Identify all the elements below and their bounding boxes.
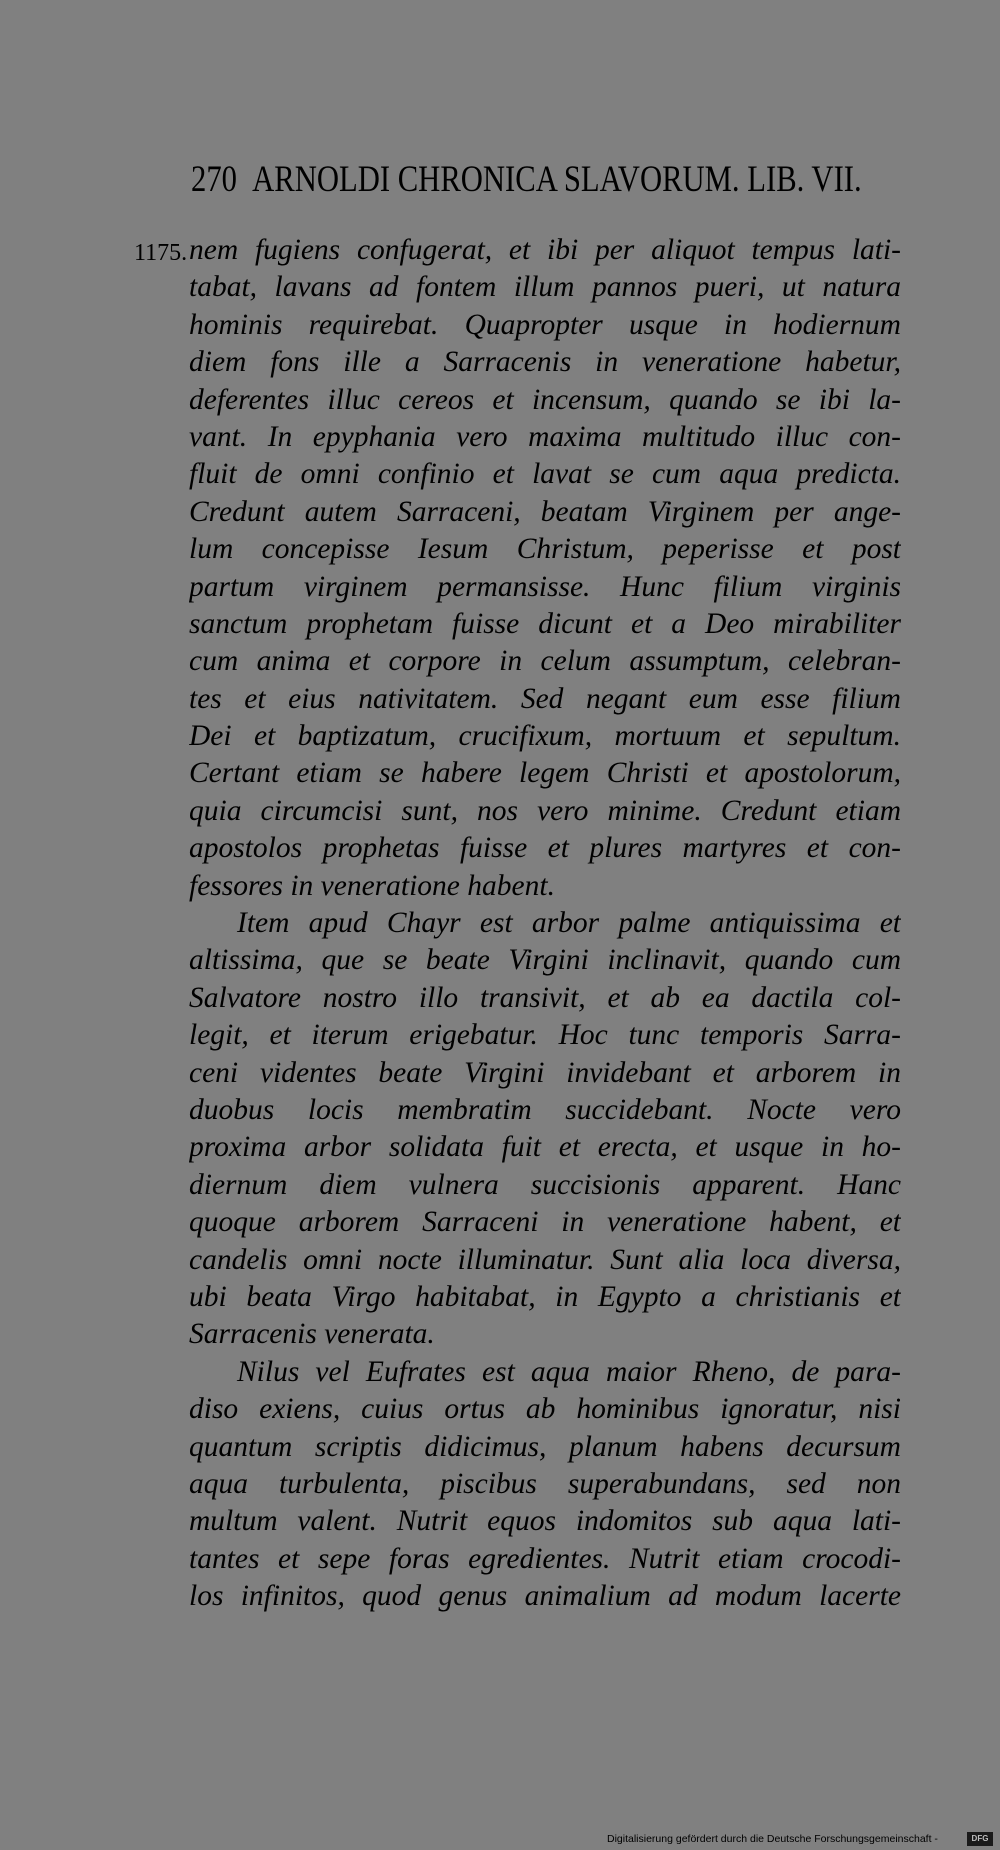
text-line: Nilus vel Eufrates est aqua maior Rheno, de para-: [237, 1355, 901, 1388]
text-line: deferentes illuc cereos et incensum, quando se ibi la-: [189, 383, 901, 416]
text-line: proxima arbor solidata fuit et erecta, et usque in ho-: [189, 1131, 901, 1164]
text-line: sanctum prophetam fuisse dicunt et a Deo mirabiliter: [189, 607, 901, 640]
page-number: 270: [191, 158, 237, 199]
text-line: partum virginem permansisse. Hunc filium virginis: [189, 570, 901, 603]
text-line: Salvatore nostro illo transivit, et ab ea dactila col-: [189, 981, 901, 1014]
text-line: aqua turbulenta, piscibus superabundans, sed non: [189, 1467, 901, 1500]
dfg-logo: DFG: [967, 1832, 993, 1846]
text-line: quoque arborem Sarraceni in veneratione habent, et: [189, 1206, 901, 1239]
text-line: Item apud Chayr est arbor palme antiquissima et: [237, 907, 901, 940]
text-line: tantes et sepe foras egredientes. Nutrit etiam crocodi-: [189, 1542, 901, 1575]
text-line: nem fugiens confugerat, et ibi per aliquot tempus lati-: [189, 234, 901, 266]
running-header: [191, 156, 862, 202]
text-line: diem fons ille a Sarracenis in veneratione habetur,: [189, 346, 901, 379]
text-line: lum concepisse Iesum Christum, peperisse et post: [189, 533, 901, 566]
marginal-year: 1175.: [134, 240, 188, 266]
body-text: [189, 232, 901, 1615]
text-line: vant. In epyphania vero maxima multitudo illuc con-: [189, 420, 901, 453]
text-line: candelis omni nocte illuminatur. Sunt alia loca diversa,: [189, 1243, 901, 1276]
text-line: los infinitos, quod genus animalium ad modum lacerte: [189, 1580, 901, 1613]
digitization-credit: Digitalisierung gefördert durch die Deutsche Forschungsgemeinschaft -: [607, 1833, 938, 1845]
running-title: ARNOLDI CHRONICA SLAVORUM. LIB. VII.: [252, 158, 862, 199]
text-line: duobus locis membratim succidebant. Nocte vero: [189, 1093, 901, 1126]
text-line: fessores in veneratione habent.: [189, 869, 555, 902]
text-line: diernum diem vulnera succisionis apparent. Hanc: [189, 1168, 901, 1201]
text-line: Sarracenis venerata.: [189, 1318, 435, 1351]
text-line: Dei et baptizatum, crucifixum, mortuum et sepultum.: [189, 720, 901, 753]
text-line: quia circumcisi sunt, nos vero minime. Credunt etiam: [189, 794, 901, 827]
text-line: quantum scriptis didicimus, planum habens decursum: [189, 1430, 901, 1463]
text-line: Credunt autem Sarraceni, beatam Virginem per ange-: [189, 495, 901, 528]
text-line: tes et eius nativitatem. Sed negant eum esse filium: [189, 682, 901, 715]
text-line: altissima, que se beate Virgini inclinavit, quando cum: [189, 944, 901, 977]
text-line: hominis requirebat. Quapropter usque in hodiernum: [189, 308, 901, 341]
text-line: fluit de omni confinio et lavat se cum aqua predicta.: [189, 458, 901, 491]
text-line: Certant etiam se habere legem Christi et apostolorum,: [189, 757, 901, 790]
text-line: ceni videntes beate Virgini invidebant et arborem in: [189, 1056, 901, 1089]
text-line: legit, et iterum erigebatur. Hoc tunc temporis Sarra-: [189, 1019, 901, 1052]
text-line: multum valent. Nutrit equos indomitos sub aqua lati-: [189, 1505, 901, 1538]
text-line: diso exiens, cuius ortus ab hominibus ignoratur, nisi: [189, 1393, 901, 1426]
text-line: cum anima et corpore in celum assumptum, celebran-: [189, 645, 901, 678]
text-line: apostolos prophetas fuisse et plures martyres et con-: [189, 832, 901, 865]
text-line: ubi beata Virgo habitabat, in Egypto a christianis et: [189, 1280, 901, 1313]
text-line: tabat, lavans ad fontem illum pannos pueri, ut natura: [189, 271, 901, 304]
